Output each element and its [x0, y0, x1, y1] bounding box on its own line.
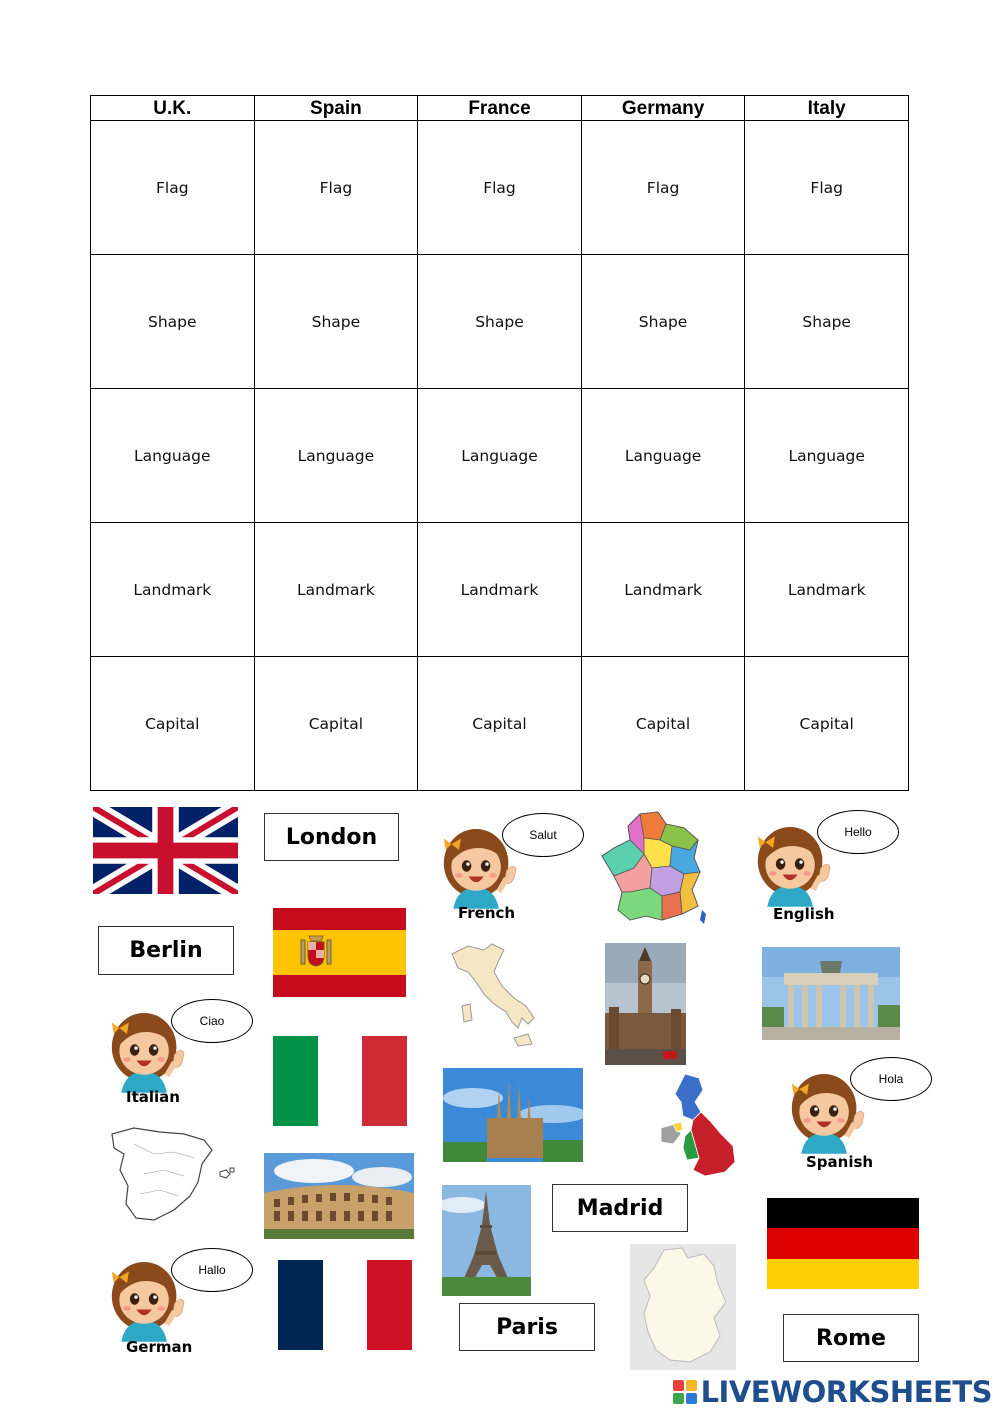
language-card-spanish[interactable] — [788, 1055, 938, 1171]
language-card-italian[interactable] — [108, 996, 258, 1106]
header-spain: Spain — [254, 96, 418, 121]
spain-coat-of-arms-icon — [299, 934, 333, 970]
header-germany: Germany — [581, 96, 745, 121]
drop-cell[interactable]: Landmark — [581, 523, 745, 657]
germany-flag-card[interactable] — [767, 1198, 919, 1289]
speech-bubble: Hola — [850, 1057, 932, 1101]
liveworksheets-logo-icon — [673, 1380, 697, 1404]
capital-card-paris[interactable]: Paris — [459, 1303, 595, 1351]
colosseum-image — [264, 1153, 414, 1239]
table-row-landmark — [91, 523, 909, 657]
italy-map-card[interactable] — [446, 942, 540, 1052]
france-map-icon — [600, 810, 710, 926]
header-france: France — [418, 96, 582, 121]
drop-cell[interactable]: Language — [91, 389, 255, 523]
language-caption: Spanish — [806, 1153, 874, 1171]
uk-flag-card[interactable] — [93, 807, 238, 894]
uk-map-icon — [655, 1072, 740, 1178]
speech-bubble: Ciao — [171, 999, 253, 1043]
uk-flag-icon — [93, 807, 238, 894]
drop-cell[interactable]: Landmark — [745, 523, 909, 657]
france-flag-card[interactable] — [278, 1260, 412, 1350]
capital-card-madrid[interactable]: Madrid — [552, 1184, 688, 1232]
drop-cell[interactable]: Shape — [745, 255, 909, 389]
eiffel-tower-photo[interactable] — [442, 1185, 531, 1296]
drop-cell[interactable]: Language — [581, 389, 745, 523]
eiffel-tower-image — [442, 1185, 531, 1296]
sagrada-familia-image — [443, 1068, 583, 1162]
language-card-german[interactable] — [108, 1245, 258, 1355]
capital-card-london[interactable]: London — [264, 813, 399, 861]
germany-map-card[interactable] — [630, 1244, 736, 1370]
language-card-english[interactable] — [754, 808, 904, 923]
uk-map-card[interactable] — [655, 1072, 740, 1178]
germany-map-icon — [630, 1244, 736, 1370]
language-caption: Italian — [126, 1088, 180, 1106]
drop-cell[interactable]: Flag — [745, 121, 909, 255]
speech-bubble: Hallo — [171, 1248, 253, 1292]
big-ben-photo[interactable] — [605, 943, 686, 1065]
table-header-row — [91, 96, 909, 121]
drop-cell[interactable]: Shape — [91, 255, 255, 389]
liveworksheets-logo-text: LIVEWORKSHEETS — [700, 1375, 992, 1409]
drop-cell[interactable]: Shape — [254, 255, 418, 389]
drop-cell[interactable]: Capital — [581, 657, 745, 791]
drop-cell[interactable]: Capital — [418, 657, 582, 791]
france-map-card[interactable] — [600, 810, 710, 926]
speech-bubble: Salut — [502, 813, 584, 857]
spain-map-icon — [104, 1124, 242, 1228]
drop-cell[interactable]: Landmark — [254, 523, 418, 657]
brandenburg-gate-photo[interactable] — [762, 947, 900, 1040]
big-ben-image — [605, 943, 686, 1065]
header-italy: Italy — [745, 96, 909, 121]
capital-card-rome[interactable]: Rome — [783, 1314, 919, 1362]
drop-cell[interactable]: Flag — [254, 121, 418, 255]
drop-cell[interactable]: Shape — [418, 255, 582, 389]
drop-cell[interactable]: Landmark — [91, 523, 255, 657]
italy-flag-card[interactable] — [273, 1036, 407, 1126]
drop-cell[interactable]: Language — [254, 389, 418, 523]
spain-flag-card[interactable] — [273, 908, 406, 997]
drop-cell[interactable]: Capital — [745, 657, 909, 791]
spain-map-card[interactable] — [104, 1124, 242, 1228]
language-card-french[interactable] — [440, 810, 590, 920]
drop-cell[interactable]: Capital — [254, 657, 418, 791]
italy-map-icon — [446, 942, 540, 1052]
countries-table — [90, 95, 909, 791]
language-caption: German — [126, 1338, 193, 1356]
drop-cell[interactable]: Language — [745, 389, 909, 523]
table-row-shape — [91, 255, 909, 389]
colosseum-photo[interactable] — [264, 1153, 414, 1239]
drop-cell[interactable]: Flag — [418, 121, 582, 255]
language-caption: French — [458, 904, 516, 922]
table-row-flag — [91, 121, 909, 255]
header-uk: U.K. — [91, 96, 255, 121]
brandenburg-gate-image — [762, 947, 900, 1040]
speech-bubble: Hello — [817, 810, 899, 854]
drop-cell[interactable]: Language — [418, 389, 582, 523]
sagrada-familia-photo[interactable] — [443, 1068, 583, 1162]
drop-cell[interactable]: Landmark — [418, 523, 582, 657]
drop-cell[interactable]: Shape — [581, 255, 745, 389]
table-row-language — [91, 389, 909, 523]
language-caption: English — [773, 905, 835, 923]
drop-cell[interactable]: Capital — [91, 657, 255, 791]
capital-card-berlin[interactable]: Berlin — [98, 926, 234, 975]
liveworksheets-logo — [673, 1375, 992, 1409]
table-row-capital — [91, 657, 909, 791]
drop-cell[interactable]: Flag — [581, 121, 745, 255]
drop-cell[interactable]: Flag — [91, 121, 255, 255]
